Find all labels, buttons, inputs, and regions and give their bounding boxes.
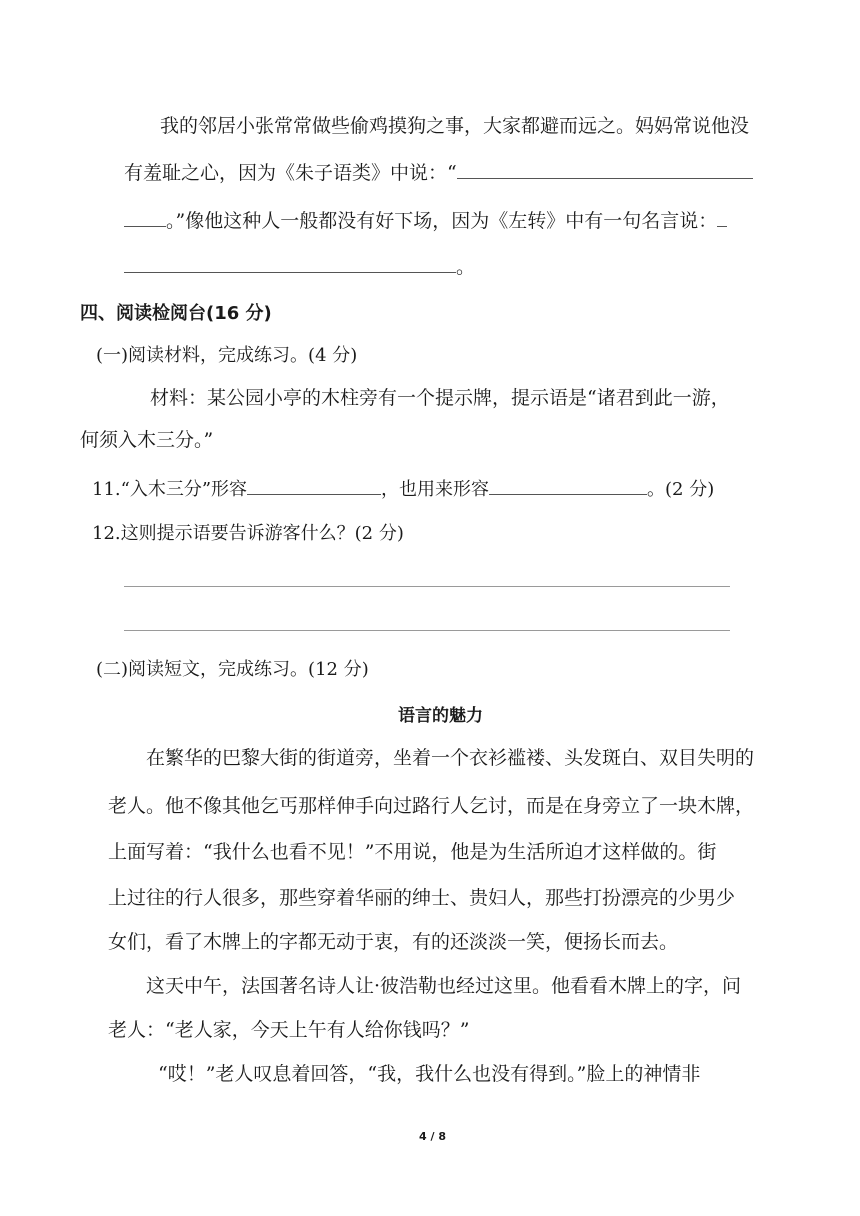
question-12: 12.这则提示语要告诉游客什么？(2 分): [92, 523, 404, 544]
answer-blank[interactable]: [717, 206, 727, 227]
answer-blank[interactable]: [457, 158, 753, 179]
part1-heading: (一)阅读材料，完成练习。(4 分): [96, 345, 358, 366]
para1-line2-text: 有羞耻之心，因为《朱子语类》中说：“: [124, 162, 457, 184]
para1-line3-text: 。”像他这种人一般都没有好下场，因为《左转》中有一句名言说：: [166, 210, 718, 232]
passage-title: 语言的魅力: [398, 706, 483, 726]
q11-text-b: ，也用来形容: [381, 479, 490, 500]
para1-line2: [124, 158, 753, 187]
material-line2: 何须入木三分。”: [80, 429, 214, 451]
passage-line: 老人。他不像其他乞丐那样伸手向过路行人乞讨，而是在身旁立了一块木牌，: [108, 795, 755, 817]
answer-blank[interactable]: [124, 206, 166, 227]
q11-text-c: 。(2 分): [647, 479, 715, 500]
para1-line1: 我的邻居小张常常做些偷鸡摸狗之事，大家都避而远之。妈妈常说他没: [160, 115, 750, 137]
passage-line: 这天中午，法国著名诗人让·彼浩勒也经过这里。他看看木牌上的字，问: [146, 975, 742, 997]
section4-heading: 四、阅读检阅台(16 分): [80, 303, 272, 324]
para1-line3: [124, 206, 727, 235]
part2-heading: (二)阅读短文，完成练习。(12 分): [96, 659, 369, 680]
passage-line: 上面写着：“我什么也看不见！”不用说，他是为生活所迫才这样做的。街: [108, 841, 717, 863]
q11-blank-1[interactable]: [247, 474, 381, 495]
page-number: 4 / 8: [419, 1130, 446, 1143]
passage-line: “哎！”老人叹息着回答，“我，我什么也没有得到。”脸上的神情非: [158, 1063, 701, 1085]
q11-text-a: 11.“入木三分”形容: [92, 479, 248, 500]
para1-line4-text: 。: [456, 256, 476, 278]
passage-line: 女们，看了木牌上的字都无动于衷，有的还淡淡一笑，便扬长而去。: [108, 931, 679, 953]
passage-line: 老人：“老人家，今天上午有人给你钱吗？”: [108, 1019, 470, 1041]
q11-blank-2[interactable]: [489, 474, 647, 495]
passage-line: 上过往的行人很多，那些穿着华丽的绅士、贵妇人，那些打扮漂亮的少男少: [108, 887, 736, 909]
answer-blank[interactable]: [124, 252, 456, 273]
question-11: [92, 474, 714, 504]
answer-line-1[interactable]: [124, 586, 730, 587]
passage-line: 在繁华的巴黎大街的街道旁，坐着一个衣衫褴褛、头发斑白、双目失明的: [146, 747, 755, 769]
answer-line-2[interactable]: [124, 630, 730, 631]
para1-line4: [124, 252, 475, 281]
material-line1: 材料：某公园小亭的木柱旁有一个提示牌，提示语是“诸君到此一游，: [150, 387, 730, 409]
